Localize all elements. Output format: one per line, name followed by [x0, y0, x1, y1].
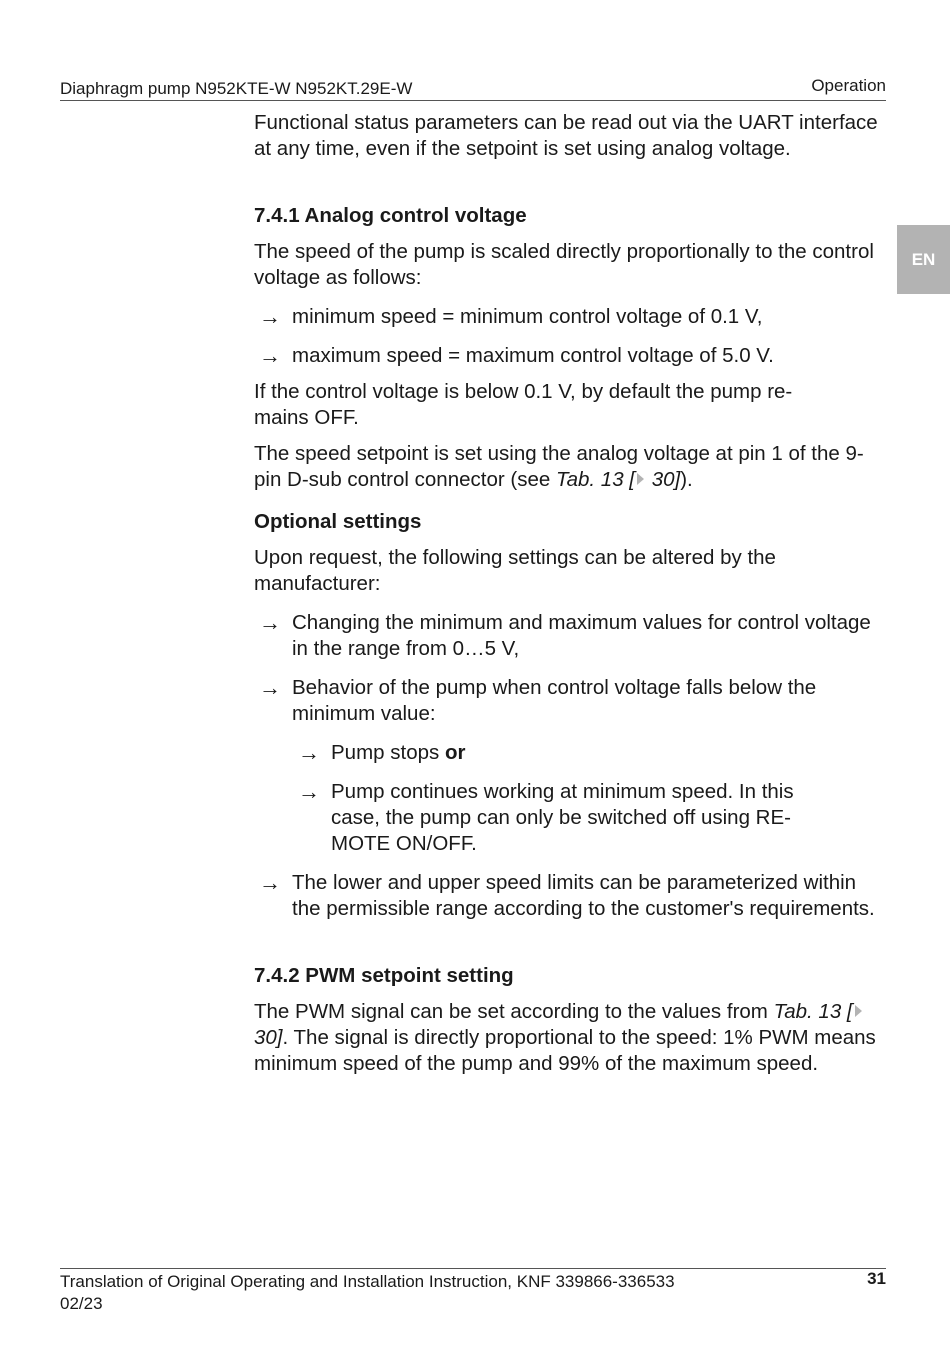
list-item: → The lower and upper speed limits can be parameterized within the permissible range according to the customer's requirements.	[259, 870, 875, 920]
arrow-bullet-icon: →	[259, 870, 281, 895]
list-item: → maximum speed = maximum control voltage of 5.0 V.	[259, 343, 774, 368]
table-reference-link[interactable]: Tab. 13 [ 30]	[555, 468, 681, 491]
page-ref-triangle-icon	[855, 1005, 862, 1017]
sub-list-item: → Pump continues working at minimum speed. In this case, the pump can only be switched off using RE- MOTE ON/OFF.	[298, 779, 794, 855]
pwm-paragraph: The PWM signal can be set according to the values from Tab. 13 [ 30]. The signal is directly proportional to the speed: 1% PWM means minimum speed of the pump and 99% of the maximum speed.	[254, 1000, 876, 1075]
arrow-bullet-icon: →	[298, 779, 320, 804]
header-section-name: Operation	[811, 76, 886, 95]
table-reference-link[interactable]: Tab. 13 [ 30]	[254, 1000, 864, 1049]
footer-divider	[60, 1268, 886, 1269]
header-divider	[60, 100, 886, 101]
arrow-bullet-icon: →	[259, 610, 281, 635]
footer-translation-line: Translation of Original Operating and Installation Instruction, KNF 339866-336533	[60, 1272, 675, 1291]
intro-paragraph: Functional status parameters can be read out via the UART interface at any time, even if the setpoint is set using analog voltage.	[254, 111, 878, 160]
threshold-paragraph: If the control voltage is below 0.1 V, by default the pump re- mains OFF.	[254, 380, 793, 429]
arrow-bullet-icon: →	[259, 675, 281, 700]
sub-list-item: → Pump stops or	[298, 740, 466, 765]
footer-document-info	[60, 1271, 675, 1315]
footer-date: 02/23	[60, 1294, 103, 1313]
language-tab: EN	[897, 225, 950, 294]
list-item: → Behavior of the pump when control voltage falls below the minimum value:	[259, 675, 817, 725]
optional-intro-paragraph: Upon request, the following settings can be altered by the manufacturer:	[254, 546, 776, 595]
page-number: 31	[867, 1269, 886, 1288]
header-document-title: Diaphragm pump N952KTE-W N952KT.29E-W	[60, 79, 413, 98]
list-item: → Changing the minimum and maximum values for control voltage in the range from 0…5 V,	[259, 610, 871, 660]
section-heading-7-4-2: 7.4.2 PWM setpoint setting	[254, 964, 514, 987]
arrow-bullet-icon: →	[298, 740, 320, 765]
optional-settings-heading: Optional settings	[254, 510, 422, 533]
page-content	[254, 110, 884, 1077]
setpoint-paragraph: The speed setpoint is set using the analog voltage at pin 1 of the 9-pin D-sub control connector (see Tab. 13 [ 30]).	[254, 442, 864, 491]
page-ref-triangle-icon	[637, 473, 644, 485]
list-item: → minimum speed = minimum control voltage of 0.1 V,	[259, 304, 763, 329]
section-heading-7-4-1: 7.4.1 Analog control voltage	[254, 204, 527, 227]
analog-intro-paragraph: The speed of the pump is scaled directly proportionally to the control voltage as follows:	[254, 240, 874, 289]
arrow-bullet-icon: →	[259, 304, 281, 329]
arrow-bullet-icon: →	[259, 343, 281, 368]
